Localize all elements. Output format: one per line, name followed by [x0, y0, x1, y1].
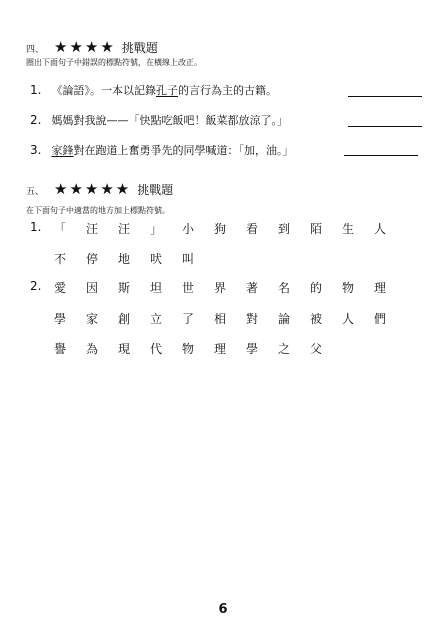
section-5-instruction: 在下面句子中適當的地方加上標點符號。: [26, 206, 170, 215]
character-cell: 的: [309, 281, 322, 295]
character-cell: 坦: [149, 281, 162, 295]
character-cell: 地: [117, 252, 130, 266]
character-cell: 理: [213, 342, 226, 356]
section-4-title: 挑戰題: [121, 41, 158, 55]
character-cell: 界: [213, 281, 226, 295]
character-cell: 斯: [117, 281, 130, 295]
character-cell: 「: [53, 222, 66, 236]
text-part: 《論語》。一本以記錄: [51, 84, 156, 97]
section-4-number: 四、: [26, 45, 45, 55]
character-cell: 創: [117, 312, 130, 326]
character-cell: 物: [181, 342, 194, 356]
section-4-header: [26, 38, 158, 56]
character-row: [50, 279, 386, 299]
character-cell: 狗: [213, 222, 226, 236]
question-number: 2.: [30, 113, 42, 127]
character-cell: 小: [181, 222, 194, 236]
character-cell: 家: [85, 312, 98, 326]
character-cell: 學: [245, 342, 258, 356]
character-cell: 到: [277, 222, 290, 236]
character-row: [50, 250, 380, 270]
character-row: [50, 220, 386, 240]
section-5-number: 五、: [26, 187, 45, 197]
character-cell: 叫: [181, 252, 194, 266]
character-row: [50, 310, 386, 330]
character-cell: 論: [277, 312, 290, 326]
section-4-stars: ★★★★: [54, 38, 116, 56]
character-cell: 因: [85, 281, 98, 295]
character-row: [50, 340, 380, 360]
character-cell: 學: [53, 312, 66, 326]
character-cell: 相: [213, 312, 226, 326]
character-cell: 停: [85, 252, 98, 266]
character-cell: 們: [373, 312, 386, 326]
answer-line-4-2[interactable]: [348, 126, 422, 127]
section-5-stars: ★★★★★: [54, 180, 132, 198]
page-number: 6: [218, 602, 228, 617]
question-text: [51, 144, 293, 157]
character-cell: 汪: [117, 222, 130, 236]
question-number: 1.: [30, 83, 42, 97]
paragraph-number: 2.: [30, 279, 42, 293]
question-number: 3.: [30, 143, 42, 157]
character-cell: 現: [117, 342, 130, 356]
character-cell: 人: [373, 222, 386, 236]
character-cell: 物: [341, 281, 354, 295]
character-cell: 之: [277, 342, 290, 356]
character-cell: 理: [373, 281, 386, 295]
text-part: 媽媽對我說——「快點吃飯吧！飯菜都放涼了。」: [51, 114, 288, 127]
question-4-3: [30, 142, 293, 158]
section-5-header: [26, 180, 173, 198]
question-4-1: [30, 82, 277, 98]
proper-noun-underlined: 家鋒: [51, 144, 74, 157]
character-cell: 代: [149, 342, 162, 356]
question-4-2: [30, 112, 288, 128]
character-cell: 」: [149, 222, 162, 236]
answer-line-4-3[interactable]: [344, 155, 418, 156]
question-text: [51, 114, 288, 127]
character-cell: 看: [245, 222, 258, 236]
character-cell: 父: [309, 342, 322, 356]
character-cell: 愛: [53, 281, 66, 295]
character-cell: 不: [53, 252, 66, 266]
character-cell: 吠: [149, 252, 162, 266]
character-cell: 譽: [53, 342, 66, 356]
character-cell: 生: [341, 222, 354, 236]
character-cell: 世: [181, 281, 194, 295]
section-5-title: 挑戰題: [137, 183, 174, 197]
character-cell: 著: [245, 281, 258, 295]
character-cell: 對: [245, 312, 258, 326]
character-cell: 為: [85, 342, 98, 356]
character-cell: 被: [309, 312, 322, 326]
character-cell: 名: [277, 281, 290, 295]
character-cell: 陌: [309, 222, 322, 236]
character-cell: 立: [149, 312, 162, 326]
section-4-instruction: 圈出下面句子中錯誤的標點符號，在橫線上改正。: [26, 58, 202, 67]
text-part: 對在跑道上奮勇爭先的同學喊道：「加，油。」: [73, 144, 294, 157]
paragraph-number: 1.: [30, 220, 42, 234]
character-cell: 了: [181, 312, 194, 326]
question-text: [51, 84, 277, 97]
text-part: 的言行為主的古籍。: [177, 84, 277, 97]
character-cell: 人: [341, 312, 354, 326]
character-cell: 汪: [85, 222, 98, 236]
answer-line-4-1[interactable]: [348, 96, 422, 97]
proper-noun-underlined: 孔子: [155, 84, 178, 97]
